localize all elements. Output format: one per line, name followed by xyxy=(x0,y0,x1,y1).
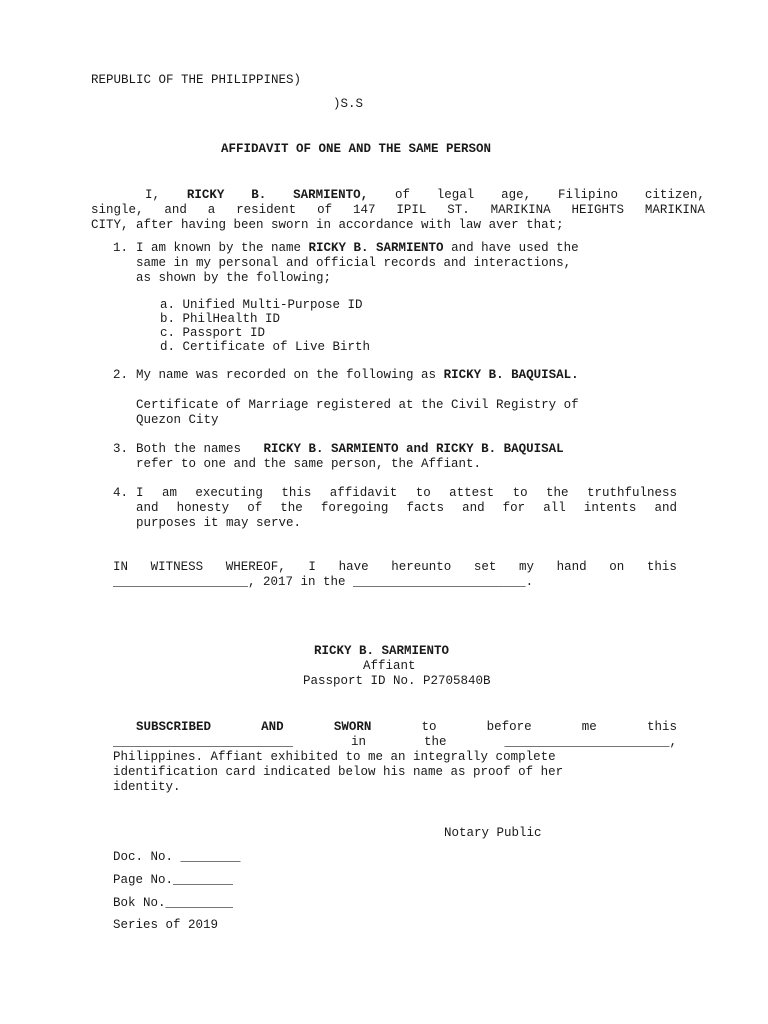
item-4-word: foregoing xyxy=(320,501,389,515)
item-4-word: executing xyxy=(195,486,263,500)
affiant-role: Affiant xyxy=(363,659,416,673)
item-1-text: and have used the xyxy=(443,241,579,255)
intro-word: age, xyxy=(501,188,532,202)
intro-word: citizen, xyxy=(644,188,705,202)
item-4-word: the xyxy=(280,501,303,515)
item-3-number: 3. xyxy=(113,442,129,456)
intro-line-1 xyxy=(145,188,705,203)
intro-word: B. xyxy=(251,188,267,202)
notary-public-label: Notary Public xyxy=(444,826,542,840)
item-4-number: 4. xyxy=(113,486,129,500)
venue-line-2: )S.S xyxy=(333,97,364,111)
intro-word: SARMIENTO, xyxy=(293,188,369,202)
intro-word: HEIGHTS xyxy=(571,203,625,217)
intro-word: of xyxy=(394,188,410,202)
witness-word: hereunto xyxy=(391,560,452,574)
item-1-line-2: same in my personal and official records and interactions, xyxy=(136,256,572,270)
jurat-word: me xyxy=(581,720,597,734)
record-item: a. Unified Multi-Purpose ID xyxy=(160,298,363,312)
item-4-word: and xyxy=(654,501,677,515)
item-4-word: facts xyxy=(406,501,444,515)
witness-word: my xyxy=(518,560,534,574)
jurat-word: the xyxy=(423,735,447,749)
item-4-word: of xyxy=(247,501,263,515)
item-4-word: intents xyxy=(583,501,637,515)
venue-line-1: REPUBLIC OF THE PHILIPPINES) xyxy=(91,73,302,87)
witness-word: set xyxy=(473,560,497,574)
witness-word: I xyxy=(308,560,316,574)
item-1-name: RICKY B. SARMIENTO xyxy=(308,241,444,255)
book-number: Bok No._________ xyxy=(113,896,234,910)
item-1-line-1 xyxy=(136,241,579,256)
jurat-line-4: identification card indicated below his name as proof of her xyxy=(113,765,564,779)
witness-word: this xyxy=(646,560,677,574)
jurat-word: ________________________ xyxy=(113,735,294,749)
intro-word: MARIKINA xyxy=(490,203,551,217)
item-4-word: the xyxy=(546,486,569,500)
item-2-line-1 xyxy=(136,368,579,383)
witness-word: hand xyxy=(556,560,587,574)
item-3-names: RICKY B. SARMIENTO and RICKY B. BAQUISAL xyxy=(263,442,564,456)
record-item: b. PhilHealth ID xyxy=(160,312,281,326)
jurat-word: in xyxy=(351,735,367,749)
document-title: AFFIDAVIT OF ONE AND THE SAME PERSON xyxy=(221,142,492,156)
item-4-line-2 xyxy=(136,501,677,516)
item-3-line-1 xyxy=(136,442,564,457)
intro-word: resident xyxy=(236,203,297,217)
intro-word: single, xyxy=(91,203,144,217)
item-1-line-3: as shown by the following; xyxy=(136,271,332,285)
item-4-word: to xyxy=(512,486,528,500)
record-item: d. Certificate of Live Birth xyxy=(160,340,371,354)
intro-word: MARIKINA xyxy=(644,203,705,217)
item-1-number: 1. xyxy=(113,241,129,255)
item-4-word: attest xyxy=(449,486,495,500)
item-4-word: to xyxy=(415,486,431,500)
item-2-number: 2. xyxy=(113,368,129,382)
witness-line-2: __________________, 2017 in the _______________________. xyxy=(113,575,534,589)
item-4-word: and xyxy=(136,501,159,515)
intro-word: IPIL xyxy=(396,203,427,217)
item-4-word: this xyxy=(281,486,312,500)
jurat-word: to xyxy=(421,720,437,734)
item-4-word: am xyxy=(161,486,177,500)
intro-word: a xyxy=(207,203,216,217)
affiant-name: RICKY B. SARMIENTO xyxy=(314,644,450,658)
affiant-passport: Passport ID No. P2705840B xyxy=(303,674,491,688)
intro-word: legal xyxy=(436,188,475,202)
item-3-text: Both the names xyxy=(136,442,264,456)
intro-word: 147 xyxy=(352,203,376,217)
item-4-word: and xyxy=(462,501,485,515)
intro-word: and xyxy=(164,203,187,217)
intro-word: RICKY xyxy=(186,188,225,202)
jurat-line-2 xyxy=(113,735,677,750)
jurat-word: before xyxy=(486,720,532,734)
record-item: c. Passport ID xyxy=(160,326,266,340)
item-4-word: truthfulness xyxy=(586,486,677,500)
intro-word: Filipino xyxy=(558,188,619,202)
series-year: Series of 2019 xyxy=(113,918,219,932)
item-4-word: all xyxy=(543,501,566,515)
item-2-cert-line-1: Certificate of Marriage registered at the Civil Registry of xyxy=(136,398,579,412)
jurat-word: SUBSCRIBED xyxy=(136,720,212,734)
intro-word: of xyxy=(317,203,333,217)
intro-word: ST. xyxy=(447,203,470,217)
item-4-word: I xyxy=(136,486,144,500)
intro-word: I, xyxy=(145,188,161,202)
page-number: Page No.________ xyxy=(113,873,234,887)
doc-number: Doc. No. ________ xyxy=(113,850,241,864)
jurat-word: this xyxy=(646,720,677,734)
jurat-word: AND xyxy=(261,720,284,734)
jurat-line-5: identity. xyxy=(113,780,181,794)
witness-word: have xyxy=(338,560,369,574)
jurat-line-3: Philippines. Affiant exhibited to me an integrally complete xyxy=(113,750,556,764)
item-4-word: for xyxy=(502,501,526,515)
intro-line-2 xyxy=(91,203,705,218)
item-4-word: honesty xyxy=(176,501,230,515)
witness-word: IN xyxy=(113,560,129,574)
item-1-text: I am known by the name xyxy=(136,241,309,255)
intro-line-3: CITY, after having been sworn in accordance with law aver that; xyxy=(91,218,564,232)
witness-line-1 xyxy=(113,560,677,575)
item-2-name: RICKY B. BAQUISAL. xyxy=(443,368,579,382)
witness-word: on xyxy=(609,560,625,574)
item-4-word: affidavit xyxy=(329,486,398,500)
item-4-line-3: purposes it may serve. xyxy=(136,516,302,530)
item-2-cert-line-2: Quezon City xyxy=(136,413,219,427)
item-3-line-2: refer to one and the same person, the Affiant. xyxy=(136,457,482,471)
jurat-word: ______________________, xyxy=(504,735,677,749)
jurat-word: SWORN xyxy=(333,720,372,734)
witness-word: WITNESS xyxy=(150,560,204,574)
item-4-line-1 xyxy=(136,486,677,501)
jurat-line-1 xyxy=(136,720,677,735)
witness-word: WHEREOF, xyxy=(225,560,286,574)
item-2-text: My name was recorded on the following as xyxy=(136,368,444,382)
